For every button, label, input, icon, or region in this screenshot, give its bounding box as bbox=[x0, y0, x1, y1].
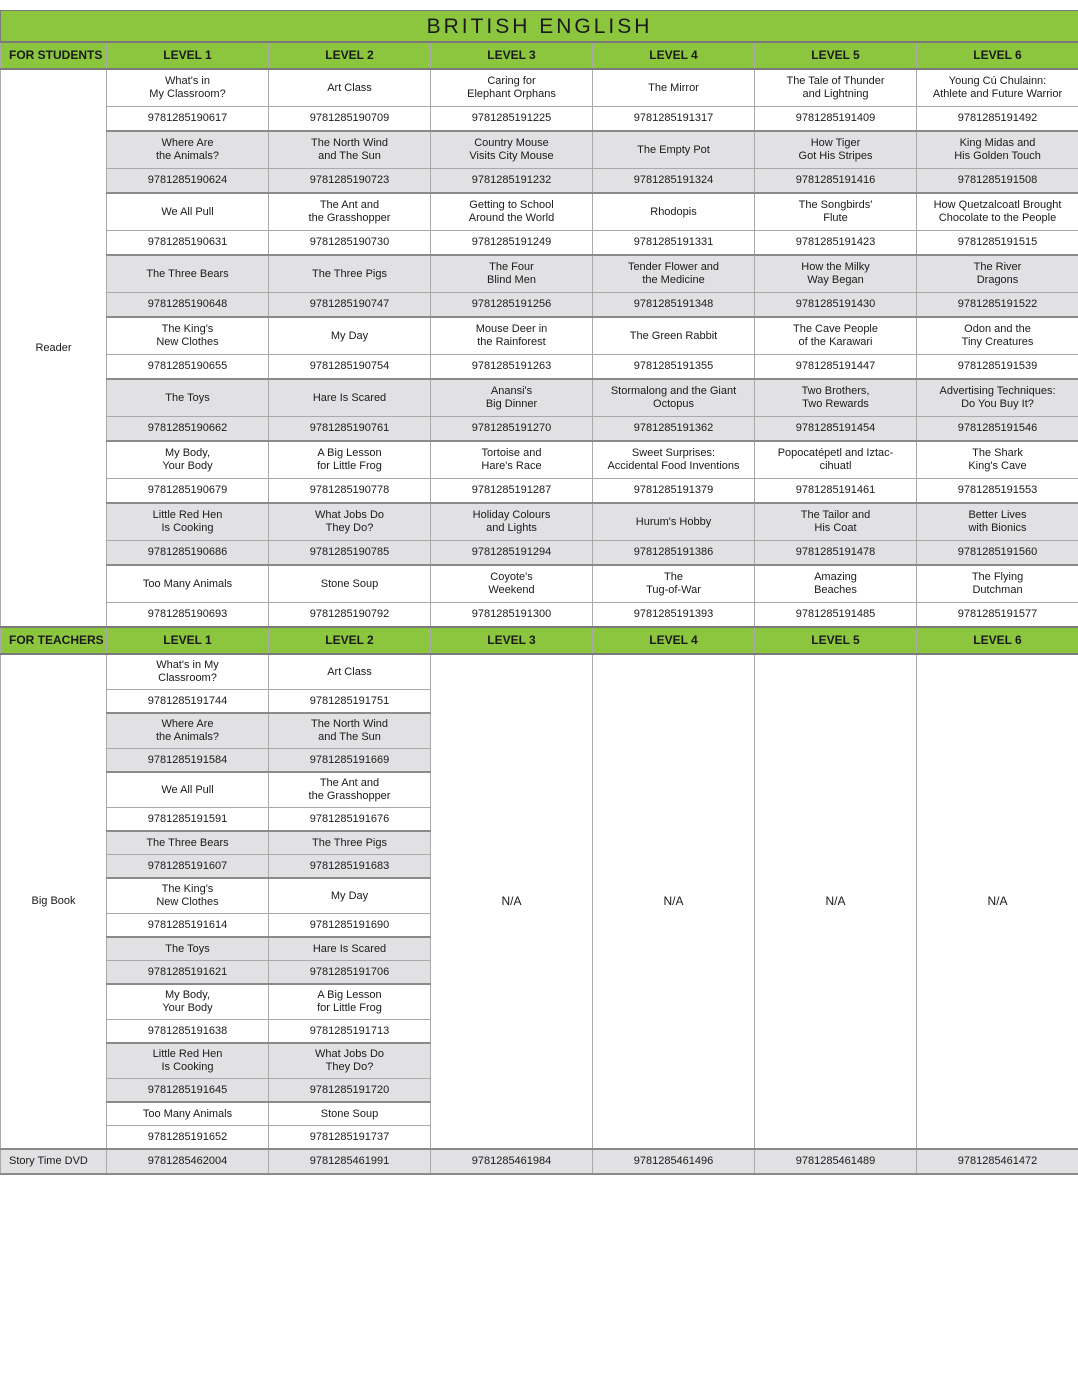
isbn-cell: 9781285191690 bbox=[269, 914, 431, 938]
isbn-cell: 9781285191737 bbox=[269, 1126, 431, 1150]
book-title-cell: The Four Blind Men bbox=[431, 255, 593, 293]
level-4-header: LEVEL 4 bbox=[593, 627, 755, 654]
isbn-cell: 9781285190747 bbox=[269, 293, 431, 318]
book-title-cell: The Cave People of the Karawari bbox=[755, 317, 917, 355]
table-row bbox=[1, 654, 1078, 690]
not-available-cell: N/A bbox=[755, 654, 917, 1149]
book-title-cell: The Tale of Thunder and Lightning bbox=[755, 69, 917, 107]
table-row bbox=[1, 231, 1078, 256]
isbn-cell: 9781285191393 bbox=[593, 603, 755, 628]
level-1-header: LEVEL 1 bbox=[107, 627, 269, 654]
isbn-cell: 9781285190648 bbox=[107, 293, 269, 318]
product-table bbox=[0, 10, 1078, 1175]
table-row bbox=[1, 379, 1078, 417]
book-title-cell: Better Lives with Bionics bbox=[917, 503, 1078, 541]
story-time-dvd-row bbox=[1, 1149, 1078, 1174]
isbn-cell: 9781285191508 bbox=[917, 169, 1078, 194]
isbn-cell: 9781285191348 bbox=[593, 293, 755, 318]
not-available-cell: N/A bbox=[431, 654, 593, 1149]
isbn-cell: 9781285191638 bbox=[107, 1020, 269, 1044]
level-3-header: LEVEL 3 bbox=[431, 42, 593, 69]
level-2-header: LEVEL 2 bbox=[269, 627, 431, 654]
book-title-cell: What's in My Classroom? bbox=[107, 69, 269, 107]
book-title-cell: What's in My Classroom? bbox=[107, 654, 269, 690]
table-row bbox=[1, 565, 1078, 603]
book-title-cell: Little Red Hen Is Cooking bbox=[107, 503, 269, 541]
table-row bbox=[1, 417, 1078, 442]
book-title-cell: The Three Bears bbox=[107, 831, 269, 855]
isbn-cell: 9781285191652 bbox=[107, 1126, 269, 1150]
table-row bbox=[1, 541, 1078, 566]
isbn-cell: 9781285191324 bbox=[593, 169, 755, 194]
book-title-cell: Getting to School Around the World bbox=[431, 193, 593, 231]
book-title-cell: Advertising Techniques: Do You Buy It? bbox=[917, 379, 1078, 417]
table-row bbox=[1, 193, 1078, 231]
book-title-cell: Rhodopis bbox=[593, 193, 755, 231]
book-title-cell: We All Pull bbox=[107, 772, 269, 808]
isbn-cell: 9781285190662 bbox=[107, 417, 269, 442]
isbn-cell: 9781285190624 bbox=[107, 169, 269, 194]
isbn-cell: 9781285191270 bbox=[431, 417, 593, 442]
book-title-cell: How Quetzalcoatl Brought Chocolate to the People bbox=[917, 193, 1078, 231]
isbn-cell: 9781285191683 bbox=[269, 855, 431, 879]
isbn-cell: 9781285461496 bbox=[593, 1149, 755, 1174]
book-title-cell: Sweet Surprises: Accidental Food Inventions bbox=[593, 441, 755, 479]
book-title-cell: The Green Rabbit bbox=[593, 317, 755, 355]
reader-label: Reader bbox=[1, 69, 107, 627]
isbn-cell: 9781285191478 bbox=[755, 541, 917, 566]
book-title-cell: Little Red Hen Is Cooking bbox=[107, 1043, 269, 1079]
isbn-cell: 9781285190754 bbox=[269, 355, 431, 380]
level-5-header: LEVEL 5 bbox=[755, 627, 917, 654]
isbn-cell: 9781285191539 bbox=[917, 355, 1078, 380]
book-title-cell: My Body, Your Body bbox=[107, 984, 269, 1020]
isbn-cell: 9781285191607 bbox=[107, 855, 269, 879]
isbn-cell: 9781285191256 bbox=[431, 293, 593, 318]
book-title-cell: A Big Lesson for Little Frog bbox=[269, 441, 431, 479]
isbn-cell: 9781285191577 bbox=[917, 603, 1078, 628]
book-title-cell: Popocatépetl and Iztac- cihuatl bbox=[755, 441, 917, 479]
isbn-cell: 9781285191706 bbox=[269, 961, 431, 985]
isbn-cell: 9781285190778 bbox=[269, 479, 431, 504]
table-row bbox=[1, 169, 1078, 194]
table-row bbox=[1, 317, 1078, 355]
book-title-cell: The Tailor and His Coat bbox=[755, 503, 917, 541]
book-title-cell: We All Pull bbox=[107, 193, 269, 231]
isbn-cell: 9781285191454 bbox=[755, 417, 917, 442]
book-title-cell: Hare Is Scared bbox=[269, 937, 431, 961]
book-title-cell: The Mirror bbox=[593, 69, 755, 107]
table-row bbox=[1, 479, 1078, 504]
isbn-cell: 9781285190693 bbox=[107, 603, 269, 628]
book-title-cell: Hare Is Scared bbox=[269, 379, 431, 417]
isbn-cell: 9781285191546 bbox=[917, 417, 1078, 442]
isbn-cell: 9781285191232 bbox=[431, 169, 593, 194]
table-row bbox=[1, 355, 1078, 380]
isbn-cell: 9781285190785 bbox=[269, 541, 431, 566]
isbn-cell: 9781285191461 bbox=[755, 479, 917, 504]
teachers-header-row bbox=[1, 627, 1078, 654]
isbn-cell: 9781285191669 bbox=[269, 749, 431, 773]
book-title-cell: Too Many Animals bbox=[107, 565, 269, 603]
book-title-cell: What Jobs Do They Do? bbox=[269, 1043, 431, 1079]
book-title-cell: My Day bbox=[269, 878, 431, 914]
teachers-header-label: FOR TEACHERS bbox=[1, 627, 107, 654]
isbn-cell: 9781285191553 bbox=[917, 479, 1078, 504]
level-6-header: LEVEL 6 bbox=[917, 627, 1078, 654]
book-title-cell: The Toys bbox=[107, 379, 269, 417]
book-title-cell: Stone Soup bbox=[269, 1102, 431, 1126]
book-title-cell: My Body, Your Body bbox=[107, 441, 269, 479]
table-row bbox=[1, 69, 1078, 107]
isbn-cell: 9781285190761 bbox=[269, 417, 431, 442]
isbn-cell: 9781285191423 bbox=[755, 231, 917, 256]
isbn-cell: 9781285191225 bbox=[431, 107, 593, 132]
book-title-cell: Anansi's Big Dinner bbox=[431, 379, 593, 417]
book-title-cell: Coyote's Weekend bbox=[431, 565, 593, 603]
students-header-row bbox=[1, 42, 1078, 69]
isbn-cell: 9781285191287 bbox=[431, 479, 593, 504]
isbn-cell: 9781285191744 bbox=[107, 690, 269, 714]
isbn-cell: 9781285191416 bbox=[755, 169, 917, 194]
book-title-cell: The River Dragons bbox=[917, 255, 1078, 293]
book-title-cell: Stormalong and the Giant Octopus bbox=[593, 379, 755, 417]
level-6-header: LEVEL 6 bbox=[917, 42, 1078, 69]
isbn-cell: 9781285191560 bbox=[917, 541, 1078, 566]
book-title-cell: The King's New Clothes bbox=[107, 317, 269, 355]
table-row bbox=[1, 131, 1078, 169]
isbn-cell: 9781285190617 bbox=[107, 107, 269, 132]
isbn-cell: 9781285190723 bbox=[269, 169, 431, 194]
isbn-cell: 9781285191621 bbox=[107, 961, 269, 985]
isbn-cell: 9781285191317 bbox=[593, 107, 755, 132]
level-3-header: LEVEL 3 bbox=[431, 627, 593, 654]
isbn-cell: 9781285191720 bbox=[269, 1079, 431, 1103]
book-title-cell: Where Are the Animals? bbox=[107, 131, 269, 169]
book-title-cell: Amazing Beaches bbox=[755, 565, 917, 603]
table-row bbox=[1, 107, 1078, 132]
book-title-cell: The Empty Pot bbox=[593, 131, 755, 169]
book-title-cell: The Ant and the Grasshopper bbox=[269, 772, 431, 808]
book-title-cell: Caring for Elephant Orphans bbox=[431, 69, 593, 107]
isbn-cell: 9781285191409 bbox=[755, 107, 917, 132]
isbn-cell: 9781285191362 bbox=[593, 417, 755, 442]
book-title-cell: The Tug-of-War bbox=[593, 565, 755, 603]
isbn-cell: 9781285190655 bbox=[107, 355, 269, 380]
book-title-cell: Art Class bbox=[269, 69, 431, 107]
isbn-cell: 9781285191522 bbox=[917, 293, 1078, 318]
isbn-table bbox=[0, 10, 1078, 1175]
students-header-label: FOR STUDENTS bbox=[1, 42, 107, 69]
isbn-cell: 9781285191492 bbox=[917, 107, 1078, 132]
isbn-cell: 9781285191430 bbox=[755, 293, 917, 318]
book-title-cell: Tender Flower and the Medicine bbox=[593, 255, 755, 293]
isbn-cell: 9781285191386 bbox=[593, 541, 755, 566]
dvd-label: Story Time DVD bbox=[1, 1149, 107, 1174]
isbn-cell: 9781285191713 bbox=[269, 1020, 431, 1044]
isbn-cell: 9781285191751 bbox=[269, 690, 431, 714]
level-2-header: LEVEL 2 bbox=[269, 42, 431, 69]
isbn-cell: 9781285191591 bbox=[107, 808, 269, 832]
book-title-cell: Odon and the Tiny Creatures bbox=[917, 317, 1078, 355]
isbn-cell: 9781285191614 bbox=[107, 914, 269, 938]
isbn-cell: 9781285461991 bbox=[269, 1149, 431, 1174]
book-title-cell: Stone Soup bbox=[269, 565, 431, 603]
book-title-cell: Art Class bbox=[269, 654, 431, 690]
isbn-cell: 9781285191355 bbox=[593, 355, 755, 380]
table-row bbox=[1, 441, 1078, 479]
book-title-cell: A Big Lesson for Little Frog bbox=[269, 984, 431, 1020]
isbn-cell: 9781285191294 bbox=[431, 541, 593, 566]
isbn-cell: 9781285191249 bbox=[431, 231, 593, 256]
isbn-cell: 9781285191584 bbox=[107, 749, 269, 773]
table-row bbox=[1, 293, 1078, 318]
book-title-cell: My Day bbox=[269, 317, 431, 355]
isbn-cell: 9781285190631 bbox=[107, 231, 269, 256]
table-row bbox=[1, 503, 1078, 541]
level-4-header: LEVEL 4 bbox=[593, 42, 755, 69]
isbn-cell: 9781285190709 bbox=[269, 107, 431, 132]
isbn-cell: 9781285191485 bbox=[755, 603, 917, 628]
isbn-cell: 9781285191515 bbox=[917, 231, 1078, 256]
book-title-cell: Holiday Colours and Lights bbox=[431, 503, 593, 541]
book-title-cell: What Jobs Do They Do? bbox=[269, 503, 431, 541]
table-row bbox=[1, 603, 1078, 628]
isbn-cell: 9781285190686 bbox=[107, 541, 269, 566]
isbn-cell: 9781285461984 bbox=[431, 1149, 593, 1174]
book-title-cell: How the Milky Way Began bbox=[755, 255, 917, 293]
isbn-cell: 9781285191300 bbox=[431, 603, 593, 628]
table-row bbox=[1, 255, 1078, 293]
book-title-cell: Too Many Animals bbox=[107, 1102, 269, 1126]
book-title-cell: The Toys bbox=[107, 937, 269, 961]
isbn-cell: 9781285461472 bbox=[917, 1149, 1078, 1174]
table-title: BRITISH ENGLISH bbox=[1, 11, 1078, 43]
book-title-cell: How Tiger Got His Stripes bbox=[755, 131, 917, 169]
big-book-label: Big Book bbox=[1, 654, 107, 1149]
not-available-cell: N/A bbox=[593, 654, 755, 1149]
book-title-cell: The Three Pigs bbox=[269, 255, 431, 293]
book-title-cell: The Songbirds' Flute bbox=[755, 193, 917, 231]
level-1-header: LEVEL 1 bbox=[107, 42, 269, 69]
isbn-cell: 9781285190679 bbox=[107, 479, 269, 504]
isbn-cell: 9781285191331 bbox=[593, 231, 755, 256]
book-title-cell: Hurum's Hobby bbox=[593, 503, 755, 541]
isbn-cell: 9781285191676 bbox=[269, 808, 431, 832]
book-title-cell: Where Are the Animals? bbox=[107, 713, 269, 749]
isbn-cell: 9781285191379 bbox=[593, 479, 755, 504]
isbn-cell: 9781285191447 bbox=[755, 355, 917, 380]
book-title-cell: Young Cú Chulainn: Athlete and Future Warrior bbox=[917, 69, 1078, 107]
level-5-header: LEVEL 5 bbox=[755, 42, 917, 69]
book-title-cell: The King's New Clothes bbox=[107, 878, 269, 914]
book-title-cell: Two Brothers, Two Rewards bbox=[755, 379, 917, 417]
book-title-cell: Country Mouse Visits City Mouse bbox=[431, 131, 593, 169]
book-title-cell: The Shark King's Cave bbox=[917, 441, 1078, 479]
book-title-cell: The North Wind and The Sun bbox=[269, 713, 431, 749]
book-title-cell: The North Wind and The Sun bbox=[269, 131, 431, 169]
isbn-cell: 9781285191263 bbox=[431, 355, 593, 380]
isbn-cell: 9781285191645 bbox=[107, 1079, 269, 1103]
book-title-cell: Tortoise and Hare's Race bbox=[431, 441, 593, 479]
book-title-cell: Mouse Deer in the Rainforest bbox=[431, 317, 593, 355]
isbn-cell: 9781285190730 bbox=[269, 231, 431, 256]
book-title-cell: The Three Bears bbox=[107, 255, 269, 293]
isbn-cell: 9781285462004 bbox=[107, 1149, 269, 1174]
book-title-cell: The Ant and the Grasshopper bbox=[269, 193, 431, 231]
book-title-cell: The Three Pigs bbox=[269, 831, 431, 855]
isbn-cell: 9781285461489 bbox=[755, 1149, 917, 1174]
book-title-cell: King Midas and His Golden Touch bbox=[917, 131, 1078, 169]
book-title-cell: The Flying Dutchman bbox=[917, 565, 1078, 603]
isbn-cell: 9781285190792 bbox=[269, 603, 431, 628]
not-available-cell: N/A bbox=[917, 654, 1078, 1149]
